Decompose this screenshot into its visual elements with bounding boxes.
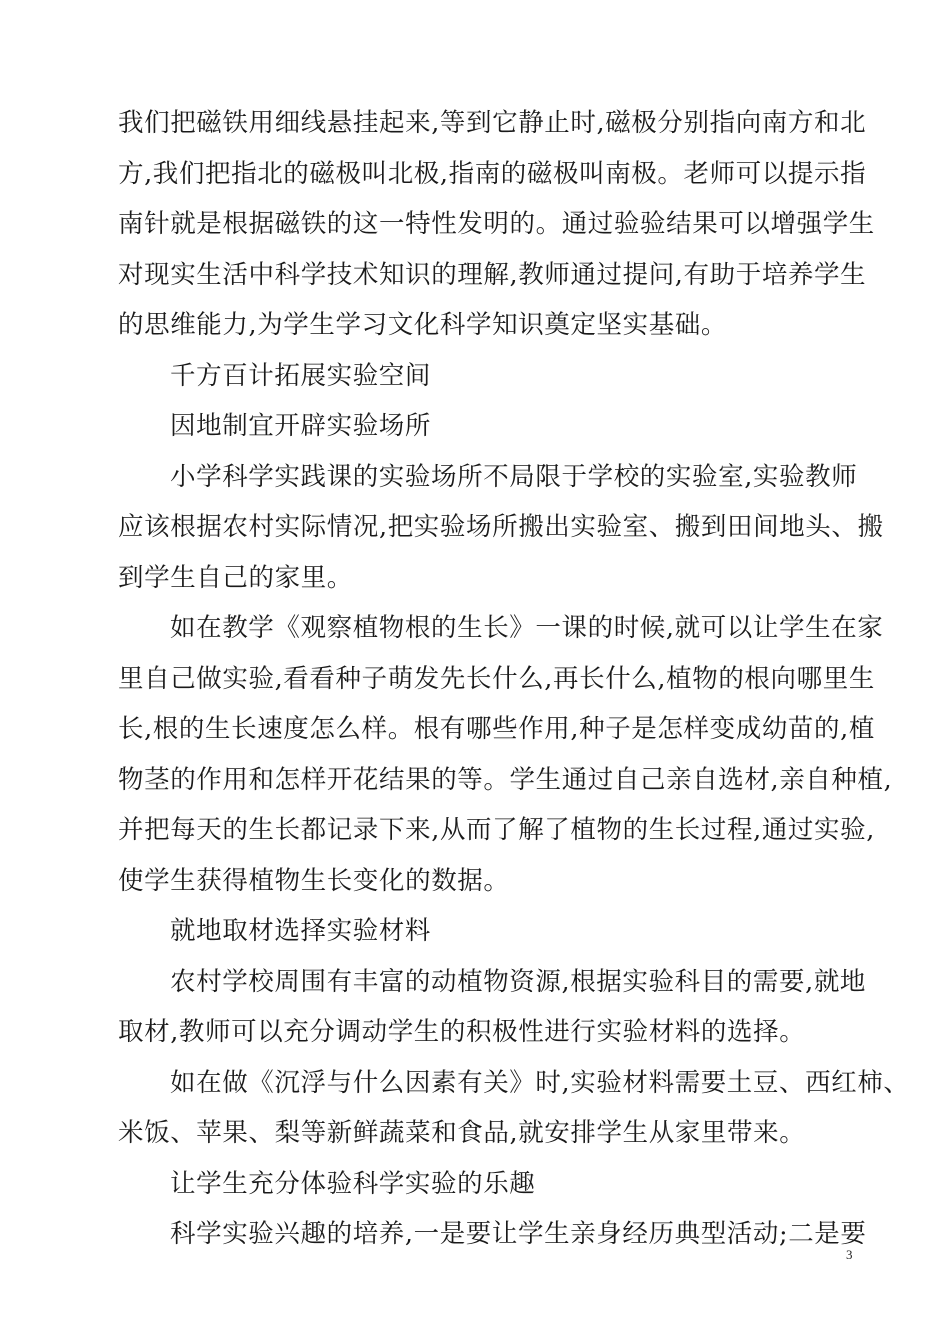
text-line: 就地取材选择实验材料 (170, 916, 432, 946)
text-line: 因地制宜开辟实验场所 (170, 411, 432, 441)
text-line: 如在做《沉浮与什么因素有关》时,实验材料需要土豆、西红柿、 (170, 1067, 910, 1098)
text-line: 农村学校周围有丰富的动植物资源,根据实验科目的需要,就地 (170, 966, 867, 997)
text-line: 的思维能力,为学生学习文化科学知识奠定坚实基础。 (118, 310, 728, 340)
text-line: 南针就是根据磁铁的这一特性发明的。通过验验结果可以增强学生 (118, 209, 875, 239)
page-number: 3 (846, 1247, 853, 1262)
text-line: 并把每天的生长都记录下来,从而了解了植物的生长过程,通过实验, (118, 815, 875, 845)
text-line: 科学实验兴趣的培养,一是要让学生亲身经历典型活动;二是要 (170, 1219, 867, 1249)
text-line: 千方百计拓展实验空间 (170, 360, 432, 391)
text-line: 应该根据农村实际情况,把实验场所搬出实验室、搬到田间地头、搬 (118, 512, 884, 542)
text-line: 米饭、苹果、梨等新鲜蔬菜和食品,就安排学生从家里带来。 (118, 1118, 806, 1148)
text-line: 长,根的生长速度怎么样。根有哪些作用,种子是怎样变成幼苗的,植 (118, 714, 875, 744)
text-line: 我们把磁铁用细线悬挂起来,等到它静止时,磁极分别指向南方和北 (118, 108, 867, 138)
text-line: 如在教学《观察植物根的生长》一课的时候,就可以让学生在家 (170, 613, 884, 643)
document-page (118, 98, 910, 1260)
text-line: 小学科学实践课的实验场所不局限于学校的实验室,实验教师 (170, 461, 858, 492)
text-line: 使学生获得植物生长变化的数据。 (118, 865, 510, 896)
text-line: 物茎的作用和怎样开花结果的等。学生通过自己亲自选材,亲自种植, (118, 764, 893, 795)
text-line: 方,我们把指北的磁极叫北极,指南的磁极叫南极。老师可以提示指 (118, 158, 867, 189)
text-line: 里自己做实验,看看种子萌发先长什么,再长什么,植物的根向哪里生 (118, 663, 875, 694)
text-line: 对现实生活中科学技术知识的理解,教师通过提问,有助于培养学生 (118, 259, 867, 290)
text-line: 到学生自己的家里。 (118, 562, 353, 593)
text-line: 让学生充分体验科学实验的乐趣 (170, 1168, 536, 1199)
text-line: 取材,教师可以充分调动学生的积极性进行实验材料的选择。 (118, 1017, 806, 1047)
